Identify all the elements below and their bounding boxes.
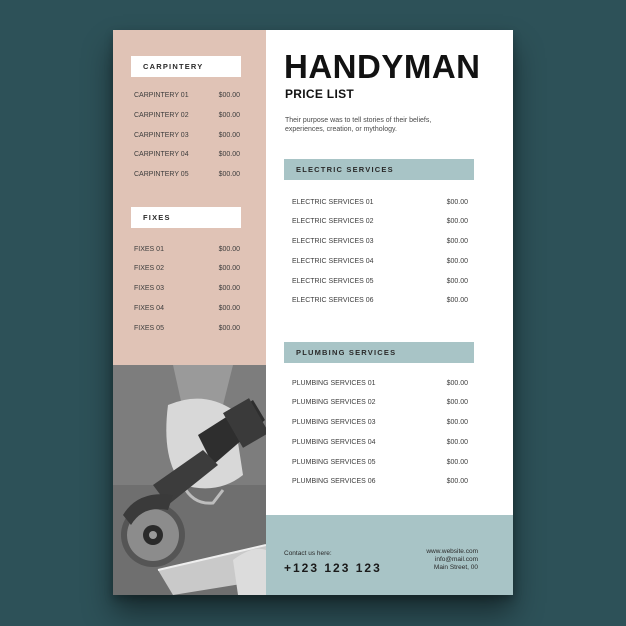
item-price: $00.00 <box>218 325 240 332</box>
item-price: $00.00 <box>446 439 468 446</box>
item-name: CARPINTERY 01 <box>134 92 189 99</box>
item-price: $00.00 <box>446 478 468 485</box>
list-item <box>292 459 468 471</box>
item-name: CARPINTERY 02 <box>134 112 189 119</box>
list-item <box>134 325 240 337</box>
list-item <box>134 171 240 183</box>
item-name: ELECTRIC SERVICES 03 <box>292 238 374 245</box>
item-name: PLUMBING SERVICES 02 <box>292 399 376 406</box>
email-text: info@mail.com <box>434 556 478 563</box>
item-price: $00.00 <box>218 132 240 139</box>
item-name: PLUMBING SERVICES 03 <box>292 419 376 426</box>
page-subtitle: PRICE LIST <box>285 87 355 101</box>
electric-heading: ELECTRIC SERVICES <box>284 159 474 180</box>
item-name: CARPINTERY 03 <box>134 132 189 139</box>
list-item <box>292 199 468 211</box>
fixes-heading: FIXES <box>131 207 241 228</box>
list-item <box>134 112 240 124</box>
angle-grinder-photo <box>113 365 266 595</box>
list-item <box>292 399 468 411</box>
list-item <box>292 380 468 392</box>
item-price: $00.00 <box>446 399 468 406</box>
item-price: $00.00 <box>446 380 468 387</box>
list-item <box>134 132 240 144</box>
item-name: ELECTRIC SERVICES 01 <box>292 199 374 206</box>
item-name: PLUMBING SERVICES 01 <box>292 380 376 387</box>
grinder-illustration <box>113 365 266 595</box>
list-item <box>292 419 468 431</box>
item-price: $00.00 <box>446 459 468 466</box>
item-name: PLUMBING SERVICES 06 <box>292 478 376 485</box>
list-item <box>134 305 240 317</box>
website-text: www.website.com <box>426 548 478 555</box>
item-name: FIXES 02 <box>134 265 164 272</box>
item-name: FIXES 05 <box>134 325 164 332</box>
intro-text: Their purpose was to tell stories of their beliefs, experiences, creation, or mythology. <box>285 117 432 133</box>
list-item <box>292 297 468 309</box>
contact-label: Contact us here: <box>284 550 332 557</box>
list-item <box>292 238 468 250</box>
item-price: $00.00 <box>218 265 240 272</box>
page-title: HANDYMAN <box>284 48 481 85</box>
item-name: FIXES 03 <box>134 285 164 292</box>
item-name: CARPINTERY 04 <box>134 151 189 158</box>
address-text: Main Street, 00 <box>433 564 478 571</box>
item-price: $00.00 <box>218 92 240 99</box>
item-price: $00.00 <box>218 305 240 312</box>
item-name: ELECTRIC SERVICES 02 <box>292 218 374 225</box>
item-price: $00.00 <box>446 297 468 304</box>
item-price: $00.00 <box>446 419 468 426</box>
item-name: CARPINTERY 05 <box>134 171 189 178</box>
item-price: $00.00 <box>218 112 240 119</box>
item-price: $00.00 <box>446 218 468 225</box>
list-item <box>292 478 468 490</box>
item-name: ELECTRIC SERVICES 05 <box>292 278 374 285</box>
list-item <box>292 439 468 451</box>
item-name: FIXES 04 <box>134 305 164 312</box>
item-price: $00.00 <box>446 258 468 265</box>
item-price: $00.00 <box>218 285 240 292</box>
left-panel <box>113 30 266 365</box>
contact-footer <box>266 515 513 595</box>
item-price: $00.00 <box>218 171 240 178</box>
plumbing-heading: PLUMBING SERVICES <box>284 342 474 363</box>
list-item <box>134 285 240 297</box>
item-price: $00.00 <box>446 199 468 206</box>
item-name: PLUMBING SERVICES 04 <box>292 439 376 446</box>
list-item <box>134 265 240 277</box>
price-list-flyer <box>113 30 513 595</box>
item-price: $00.00 <box>218 151 240 158</box>
item-name: PLUMBING SERVICES 05 <box>292 459 376 466</box>
list-item <box>134 151 240 163</box>
item-name: ELECTRIC SERVICES 04 <box>292 258 374 265</box>
carpintery-heading: CARPINTERY <box>131 56 241 77</box>
item-price: $00.00 <box>446 278 468 285</box>
item-name: ELECTRIC SERVICES 06 <box>292 297 374 304</box>
list-item <box>292 278 468 290</box>
item-price: $00.00 <box>218 246 240 253</box>
item-price: $00.00 <box>446 238 468 245</box>
contact-details <box>426 548 478 572</box>
list-item <box>292 258 468 270</box>
list-item <box>134 92 240 104</box>
list-item <box>292 218 468 230</box>
list-item <box>134 246 240 258</box>
item-name: FIXES 01 <box>134 246 164 253</box>
phone-number: +123 123 123 <box>284 561 382 575</box>
